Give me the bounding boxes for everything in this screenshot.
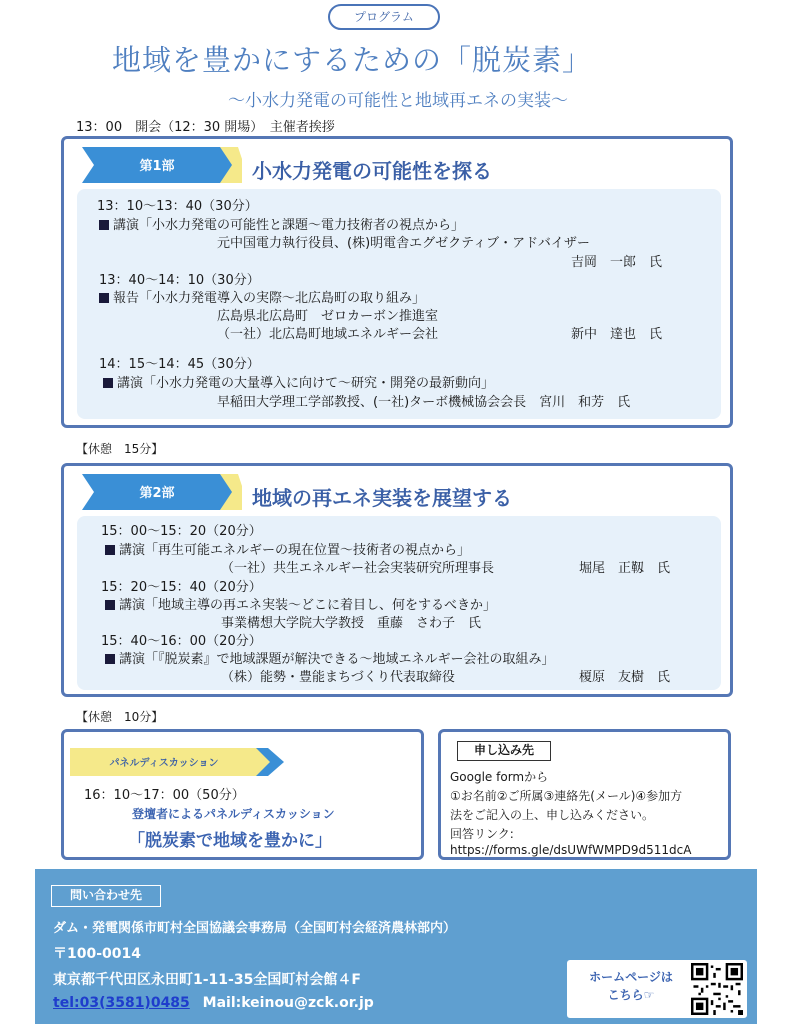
schedule-time: 15：00～15：20（20分） xyxy=(101,524,262,539)
panel-badge: パネルディスカッション xyxy=(109,758,219,769)
part1-badge: 第1部 xyxy=(139,159,175,174)
part2-banner xyxy=(82,472,232,512)
mail-address[interactable]: Mail:keinou@zck.or.jp xyxy=(202,995,374,1011)
part1-schedule xyxy=(77,189,721,419)
part2-badge: 第2部 xyxy=(139,486,175,501)
speaker-affiliation: 元中国電力執行役員、(株)明電舎エグゼクティブ・アドバイザー xyxy=(217,236,590,251)
speaker-name: 堀尾 正靱 氏 xyxy=(579,561,671,576)
homepage-pointer: こちら☞ xyxy=(607,988,655,1002)
part2-title: 地域の再エネ実装を展望する xyxy=(252,486,512,510)
apply-title: 申し込み先 xyxy=(457,741,551,761)
schedule-talk: 講演「『脱炭素』で地域課題が解決できる～地域エネルギー会社の取組み」 xyxy=(105,652,555,668)
schedule-talk: 講演「小水力発電の可能性と課題～電力技術者の視点から」 xyxy=(99,218,464,234)
apply-section xyxy=(438,729,731,860)
schedule-time: 15：40～16：00（20分） xyxy=(101,634,262,649)
contact-section xyxy=(35,869,757,1024)
form-link[interactable]: https://forms.gle/dsUWfWMPD9d511dcA xyxy=(450,843,692,857)
apply-text: 回答リンク: xyxy=(450,827,514,841)
speaker-affiliation: 事業構想大学院大学教授 重藤 さわ子 氏 xyxy=(221,616,482,631)
contact-tel-mail xyxy=(53,995,374,1011)
speaker-affiliation: 早稲田大学理工学部教授、(一社)ターボ機械協会会長 宮川 和芳 氏 xyxy=(217,395,631,410)
speaker-affiliation: （株）能勢・豊能まちづくり代表取締役 xyxy=(221,670,455,685)
schedule-talk: 講演「小水力発電の大量導入に向けて～研究・開発の最新動向」 xyxy=(103,376,494,392)
part1-title: 小水力発電の可能性を探る xyxy=(252,159,492,183)
schedule-time: 14：15～14：45（30分） xyxy=(99,357,260,372)
apply-text: Google formから xyxy=(450,770,549,784)
panel-banner xyxy=(70,746,290,776)
contact-address: 東京都千代田区永田町1-11-35全国町村会館４F xyxy=(53,972,361,988)
speaker-affiliation: 広島県北広島町 ゼロカーボン推進室 xyxy=(217,309,439,324)
schedule-time: 15：20～15：40（20分） xyxy=(101,580,262,595)
speaker-name: 榎原 友樹 氏 xyxy=(579,670,671,685)
homepage-label xyxy=(581,968,681,1004)
panel-description: 登壇者によるパネルディスカッション xyxy=(132,807,335,821)
break-label: 【休憩 15分】 xyxy=(76,442,164,456)
schedule-talk: 講演「地域主導の再エネ実装～どこに着目し、何をするべきか」 xyxy=(105,598,496,614)
homepage-box[interactable] xyxy=(567,960,747,1018)
schedule-time: 13：10～13：40（30分） xyxy=(97,199,258,214)
schedule-talk: 講演「再生可能エネルギーの現在位置～技術者の視点から」 xyxy=(105,543,470,559)
schedule-time: 13：40～14：10（30分） xyxy=(99,273,260,288)
program-label: プログラム xyxy=(328,4,440,30)
schedule-talk: 報告「小水力発電導入の実際～北広島町の取り組み」 xyxy=(99,291,425,307)
speaker-affiliation: （一社）共生エネルギー社会実装研究所理事長 xyxy=(221,561,495,576)
speaker-affiliation: （一社）北広島町地域エネルギー会社 xyxy=(217,327,439,342)
homepage-text: ホームページは xyxy=(589,970,673,984)
break-label: 【休憩 10分】 xyxy=(76,710,164,724)
page-subtitle: ～小水力発電の可能性と地域再エネの実装～ xyxy=(228,91,568,111)
contact-org: ダム・発電関係市町村全国協議会事務局（全国町村会経済農林部内） xyxy=(53,921,457,936)
speaker-name: 新中 達也 氏 xyxy=(571,327,663,342)
panel-theme: 「脱炭素で地域を豊かに」 xyxy=(128,831,332,851)
opening-line: 13：00 開会（12：30 開場） 主催者挨拶 xyxy=(76,120,335,135)
part1-section xyxy=(61,136,733,428)
page-title: 地域を豊かにするための「脱炭素」 xyxy=(112,43,593,77)
contact-postal: 〒100-0014 xyxy=(53,946,141,962)
panel-time: 16：10～17：00（50分） xyxy=(84,788,245,803)
tel-link[interactable]: tel:03(3581)0485 xyxy=(53,995,190,1011)
contact-title: 問い合わせ先 xyxy=(51,885,161,907)
apply-text: ①お名前②ご所属③連絡先(メール)④参加方 xyxy=(450,789,683,803)
qr-code-icon[interactable] xyxy=(691,963,743,1015)
speaker-name: 吉岡 一郎 氏 xyxy=(571,255,663,270)
part2-section xyxy=(61,463,733,697)
apply-text: 法をご記入の上、申し込みください。 xyxy=(450,808,655,822)
panel-discussion-section xyxy=(61,729,424,860)
part1-banner xyxy=(82,145,232,185)
part2-schedule xyxy=(77,516,721,690)
